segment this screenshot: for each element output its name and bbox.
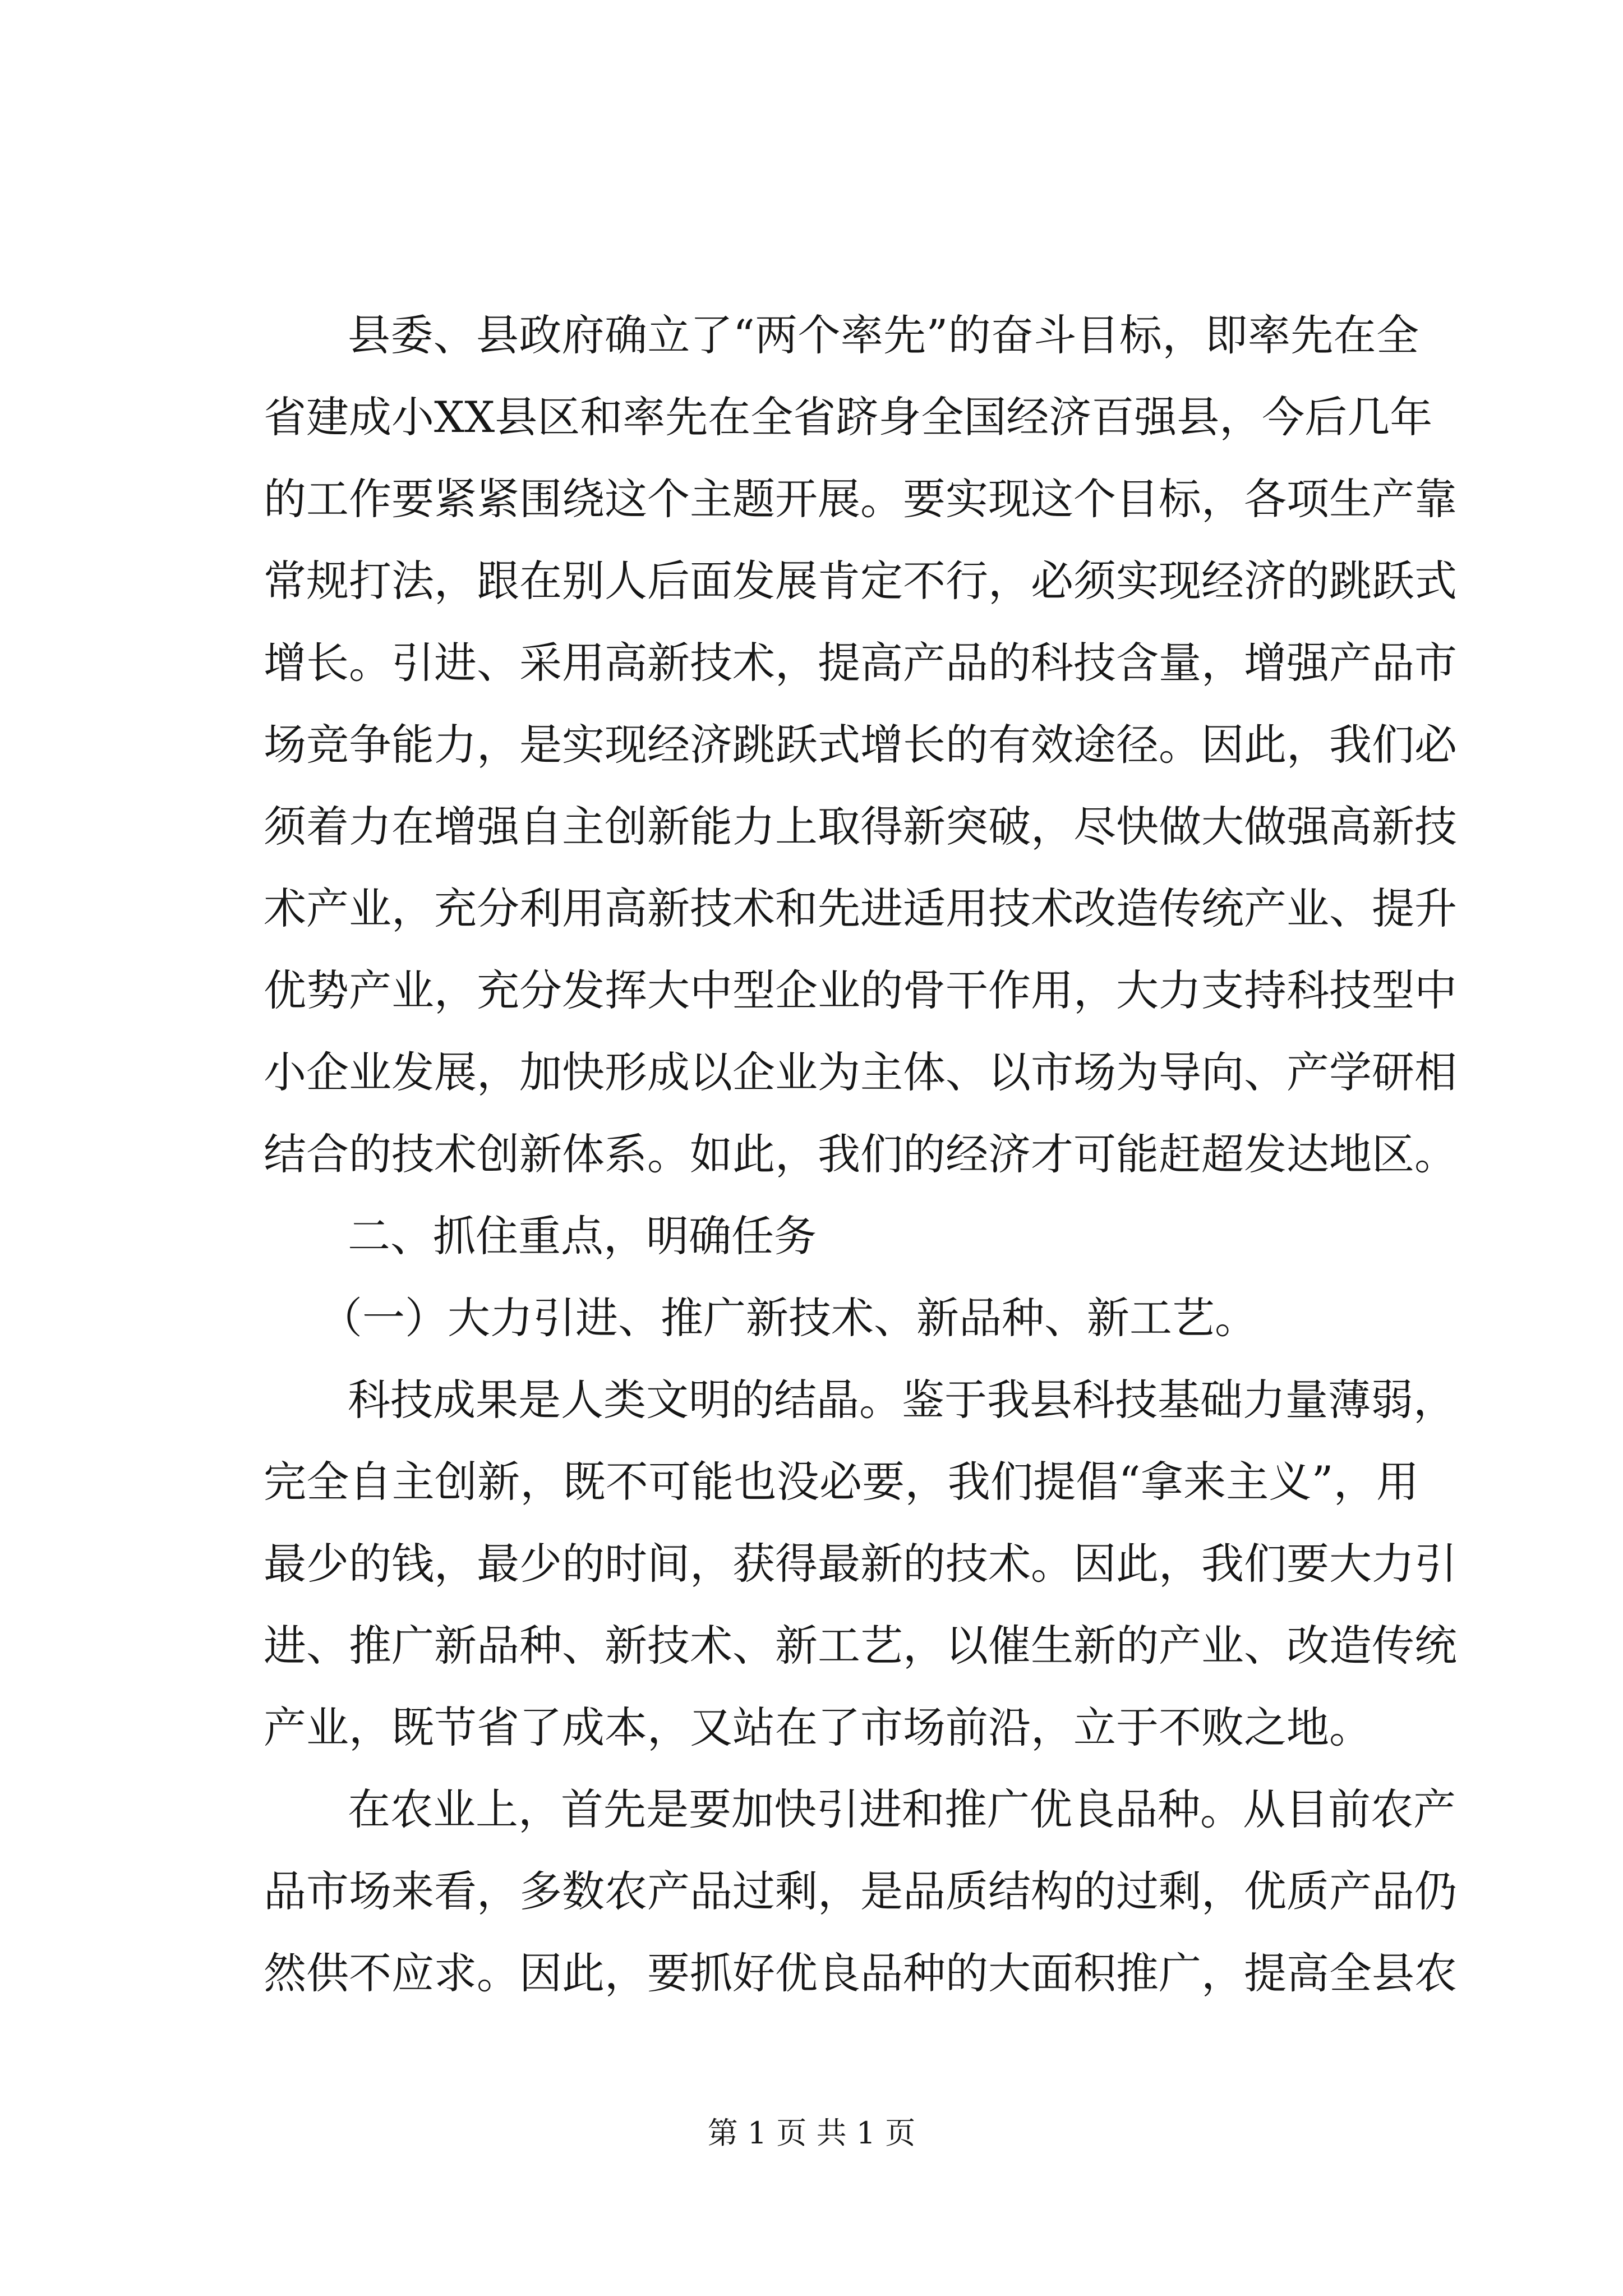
paragraph-line: 结合的技术创新体系。如此，我们的经济才可能赶超发达地区。 — [264, 1129, 1457, 1179]
paragraph-line: 场竞争能力，是实现经济跳跃式增长的有效途径。因此，我们必 — [264, 720, 1457, 770]
section-heading: 二、抓住重点，明确任务 — [348, 1211, 817, 1261]
paragraph-line: 增长。引进、采用高新技术，提高产品的科技含量，增强产品市 — [264, 638, 1457, 688]
paragraph-line: 小企业发展，加快形成以企业为主体、以市场为导向、产学研相 — [264, 1047, 1457, 1097]
paragraph-line: 科技成果是人类文明的结晶。鉴于我县科技基础力量薄弱， — [348, 1375, 1456, 1425]
paragraph-line: 进、推广新品种、新技术、新工艺，以催生新的产业、改造传统 — [264, 1621, 1457, 1671]
paragraph-line: 优势产业，充分发挥大中型企业的骨干作用，大力支持科技型中 — [264, 965, 1457, 1015]
paragraph-line: 常规打法，跟在别人后面发展肯定不行，必须实现经济的跳跃式 — [264, 556, 1457, 606]
subsection-heading: （一）大力引进、推广新技术、新品种、新工艺。 — [320, 1293, 1257, 1343]
paragraph-line: 然供不应求。因此，要抓好优良品种的大面积推广，提高全县农 — [264, 1948, 1457, 1998]
page-footer: 第 1 页 共 1 页 — [707, 2115, 916, 2151]
paragraph-line: 完全自主创新，既不可能也没必要，我们提倡“拿来主义”，用 — [264, 1457, 1419, 1507]
paragraph-line: 县委、县政府确立了“两个率先”的奋斗目标，即率先在全 — [348, 310, 1419, 360]
paragraph-line: 术产业，充分利用高新技术和先进适用技术改造传统产业、提升 — [264, 884, 1457, 933]
paragraph-line: 最少的钱，最少的时间，获得最新的技术。因此，我们要大力引 — [264, 1539, 1457, 1589]
paragraph-line: 产业，既节省了成本，又站在了市场前沿，立于不败之地。 — [264, 1703, 1372, 1752]
paragraph-line: 省建成小XX县区和率先在全省跻身全国经济百强县，今后几年 — [264, 392, 1433, 442]
paragraph-line: 品市场来看，多数农产品过剩，是品质结构的过剩，优质产品仍 — [264, 1866, 1457, 1916]
paragraph-line: 在农业上，首先是要加快引进和推广优良品种。从目前农产 — [348, 1784, 1456, 1834]
paragraph-line: 的工作要紧紧围绕这个主题开展。要实现这个目标，各项生产靠 — [264, 474, 1457, 524]
paragraph-line: 须着力在增强自主创新能力上取得新突破，尽快做大做强高新技 — [264, 802, 1457, 852]
document-body — [264, 295, 1457, 2014]
